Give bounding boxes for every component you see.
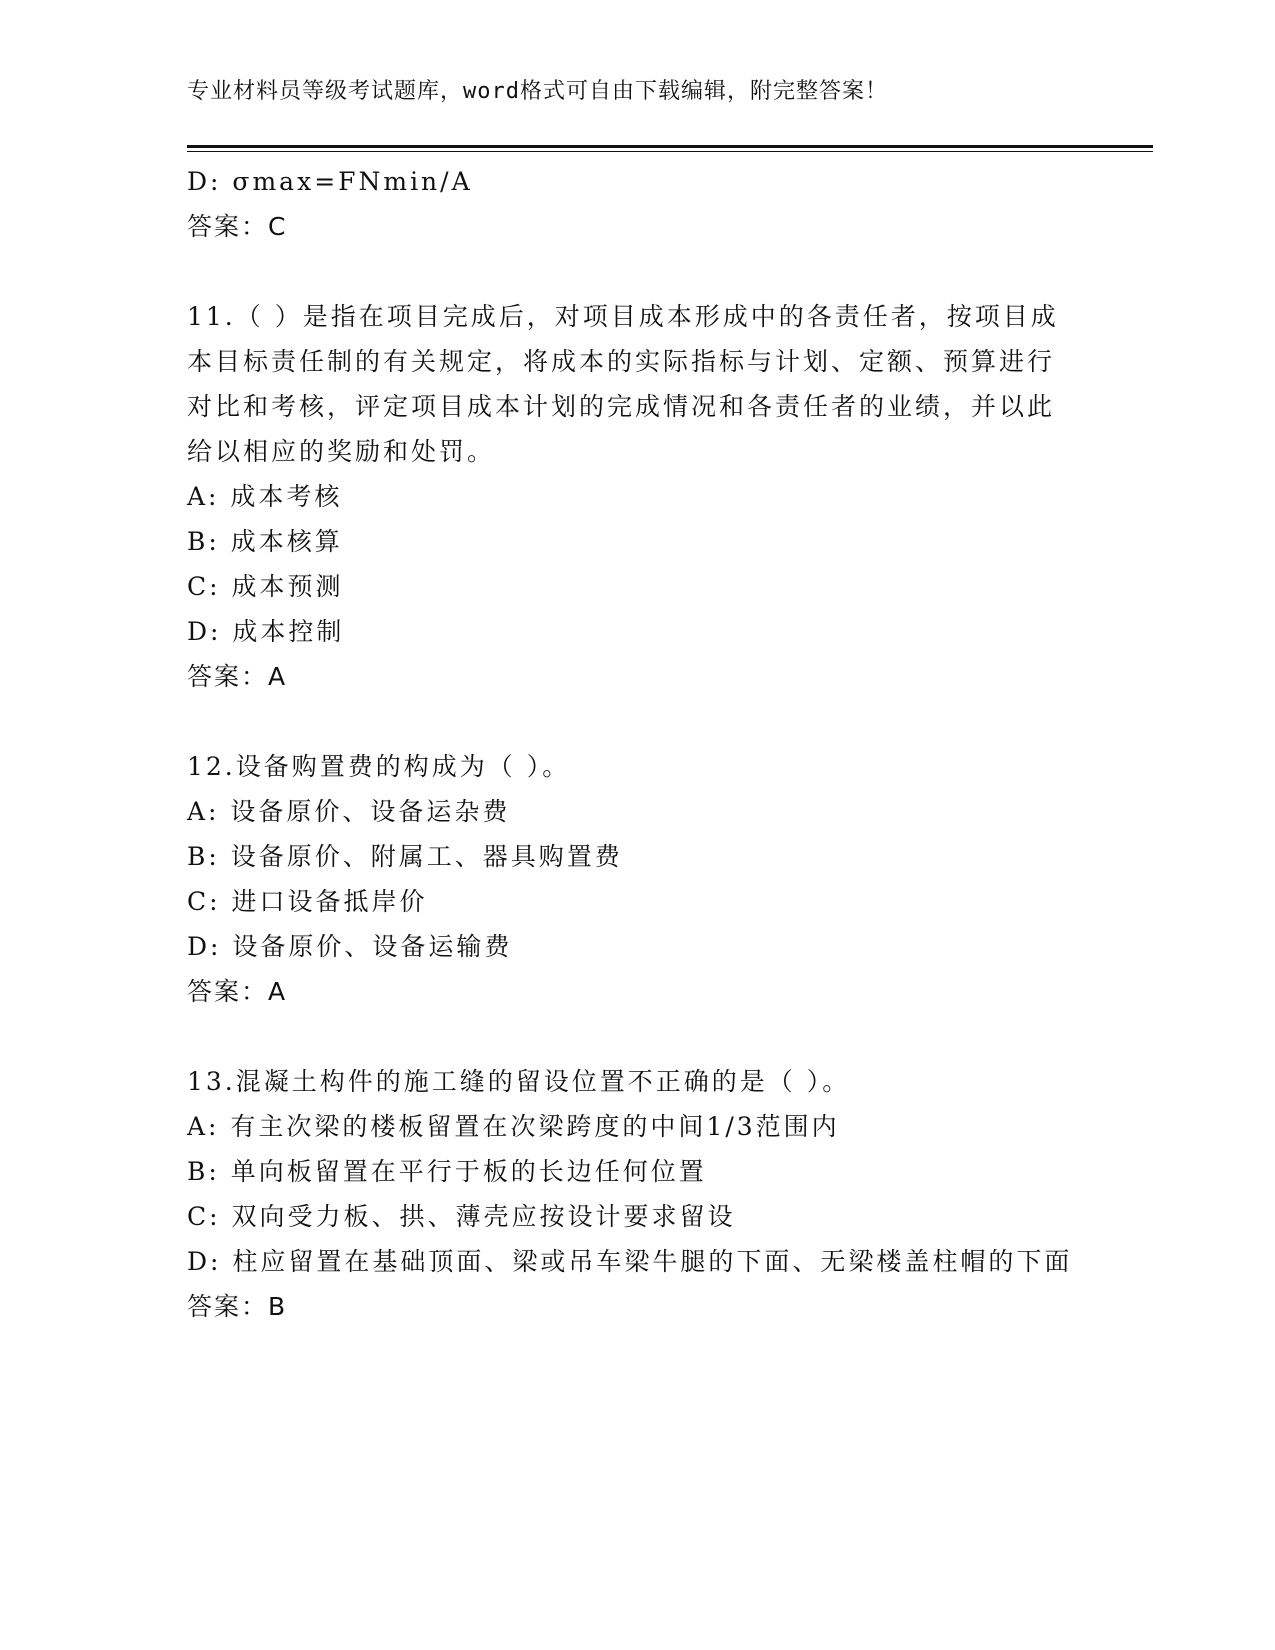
answer-line: 答案：B: [187, 1292, 288, 1321]
option-d: D: 成本控制: [187, 617, 345, 646]
document-body: [187, 159, 1077, 1329]
answer-line: 答案：A: [187, 977, 288, 1006]
question-stem: 13.混凝土构件的施工缝的留设位置不正确的是（ ）。: [187, 1067, 851, 1096]
answer-line: 答案：C: [187, 212, 288, 241]
question-11: [187, 294, 1077, 699]
option-b: B: 单向板留置在平行于板的长边任何位置: [187, 1157, 707, 1186]
option-a: A: 有主次梁的楼板留置在次梁跨度的中间1/3范围内: [187, 1112, 840, 1141]
option-c: C: 成本预测: [187, 572, 344, 601]
header-divider: [187, 145, 1153, 152]
question-13: [187, 1059, 1077, 1329]
option-d: D: 设备原价、设备运输费: [187, 932, 513, 961]
previous-question-fragment: [187, 159, 1077, 249]
option-a: A: 成本考核: [187, 482, 343, 511]
option-a: A: 设备原价、设备运杂费: [187, 797, 511, 826]
option-c: C: 进口设备抵岸价: [187, 887, 428, 916]
question-stem: 12.设备购置费的构成为（ ）。: [187, 752, 571, 781]
option-c: C: 双向受力板、拱、薄壳应按设计要求留设: [187, 1202, 736, 1231]
question-12: [187, 744, 1077, 1014]
question-stem: 11.（ ）是指在项目完成后，对项目成本形成中的各责任者，按项目成本目标责任制的有关规定，将成本的实际指标与计划、定额、预算进行对比和考核，评定项目成本计划的完成情况和各责任者的业绩，并以此给以相应的奖励和处罚。: [187, 302, 1059, 466]
answer-line: 答案：A: [187, 662, 288, 691]
option-b: B: 设备原价、附属工、器具购置费: [187, 842, 623, 871]
option-d: D: σmax=FNmin/A: [187, 167, 473, 196]
page-header: 专业材料员等级考试题库，word格式可自由下载编辑，附完整答案！: [187, 79, 888, 104]
option-b: B: 成本核算: [187, 527, 343, 556]
option-d: D: 柱应留置在基础顶面、梁或吊车梁牛腿的下面、无梁楼盖柱帽的下面: [187, 1247, 1073, 1276]
